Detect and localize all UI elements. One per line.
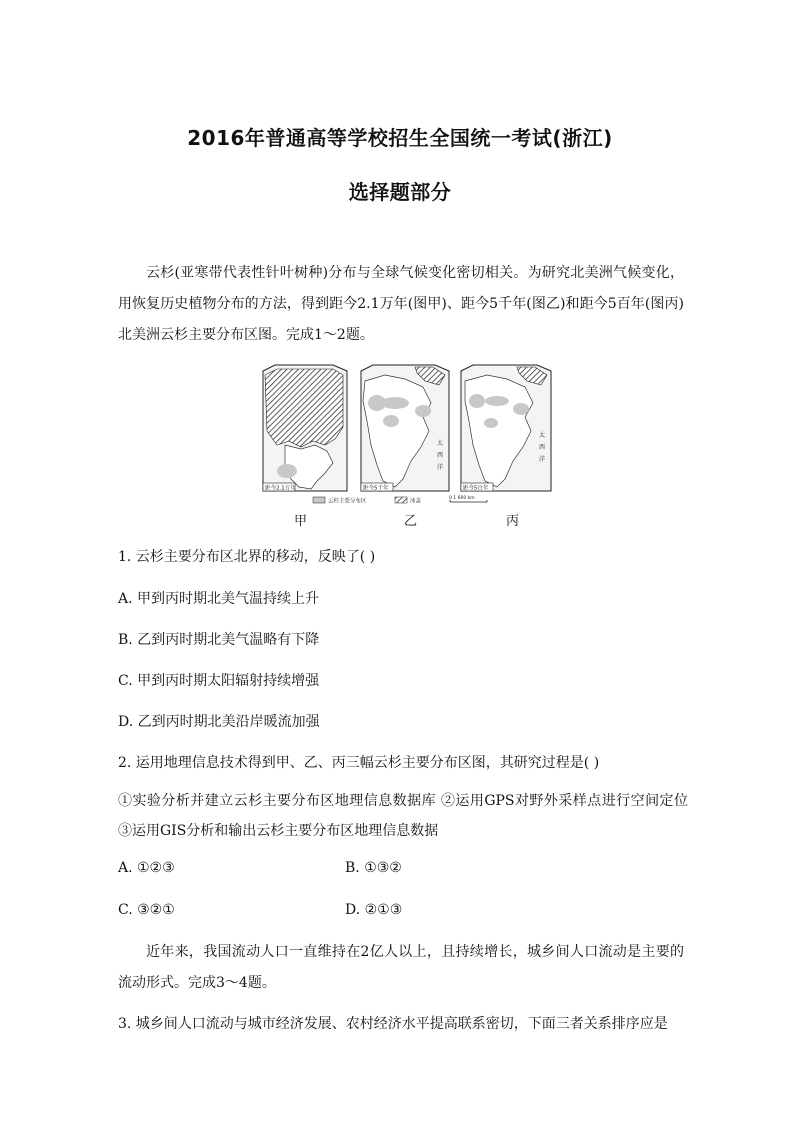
map-panel-jia: [263, 365, 347, 492]
ice-cover-jia: [265, 369, 343, 447]
question-1-option-d: D. 乙到丙时期北美沿岸暖流加强: [118, 714, 320, 730]
intro-paragraph-2: 近年来，我国流动人口一直维持在2亿人以上，且持续增长，城乡间人口流动是主要的流动形式。完成3～4题。: [118, 944, 684, 991]
exam-title: 2016年普通高等学校招生全国统一考试(浙江): [187, 126, 613, 150]
ocean-label-bing-3: 洋: [539, 456, 546, 463]
legend-scale-label: 0 1 600 km: [449, 496, 475, 501]
spruce-area-yi-east: [415, 405, 431, 417]
spruce-area-jia: [277, 464, 297, 478]
ocean-label-bing-1: 太: [539, 432, 546, 439]
question-3-stem: 3. 城乡间人口流动与城市经济发展、农村经济水平提高联系密切，下面三者关系排序应是: [118, 1016, 668, 1032]
question-2-option-a: A. ①②③: [118, 860, 175, 876]
spruce-area-yi-north: [381, 397, 409, 409]
legend-spruce-label: 云杉主要分布区: [328, 498, 367, 505]
map-panel-bing: [461, 365, 551, 492]
spruce-area-bing-south: [484, 418, 498, 428]
question-2-stem: 2. 运用地理信息技术得到甲、乙、丙三幅云杉主要分布区图，其研究过程是( ): [118, 755, 600, 771]
spruce-area-bing-east: [513, 403, 529, 415]
map-panel-yi: [361, 365, 449, 492]
ocean-label-yi-3: 洋: [437, 464, 444, 471]
legend-ice-label: 冰盖: [410, 498, 422, 505]
spruce-area-bing-north: [485, 396, 509, 406]
question-1-option-b: B. 乙到丙时期北美气温略有下降: [118, 632, 320, 648]
corner-label-bing: 距今5百年: [463, 485, 489, 492]
legend-spruce-swatch: [313, 497, 325, 503]
spruce-area-yi-south: [383, 415, 399, 427]
section-title: 选择题部分: [348, 180, 452, 204]
question-2-option-c: C. ③②①: [118, 902, 175, 918]
panel-caption-yi: 乙: [404, 514, 418, 529]
spruce-distribution-figure: [255, 361, 555, 526]
question-2-option-d: D. ②①③: [345, 902, 403, 918]
question-2-steps: ①实验分析并建立云杉主要分布区地理信息数据库 ②运用GPS对野外采样点进行空间定位 ③运用GIS分析和输出云杉主要分布区地理信息数据: [118, 793, 688, 839]
corner-label-yi: 距今5千年: [363, 485, 389, 492]
question-1-stem: 1. 云杉主要分布区北界的移动，反映了( ): [118, 549, 376, 565]
panel-caption-jia: 甲: [294, 514, 308, 529]
question-1-option-c: C. 甲到丙时期太阳辐射持续增强: [118, 673, 320, 689]
panel-caption-bing: 丙: [506, 514, 520, 529]
question-1-option-a: A. 甲到丙时期北美气温持续上升: [118, 591, 320, 607]
spruce-area-bing-west: [469, 394, 485, 408]
ocean-label-yi-1: 太: [437, 440, 444, 447]
ocean-label-bing-2: 西: [539, 444, 546, 451]
legend-ice-swatch: [395, 497, 407, 503]
figure-legend: [313, 495, 487, 505]
ocean-label-yi-2: 西: [437, 452, 444, 459]
question-2-option-b: B. ①③②: [345, 860, 402, 876]
corner-label-jia: 距今2.1万年: [265, 485, 296, 492]
intro-paragraph-1: 云杉(亚寒带代表性针叶树种)分布与全球气候变化密切相关。为研究北美洲气候变化，用恢复历史植物分布的方法，得到距今2.1万年(图甲)、距今5千年(图乙)和距今5百年(图丙)北美洲云杉主要分布区图。完成1～2题。: [118, 265, 684, 343]
